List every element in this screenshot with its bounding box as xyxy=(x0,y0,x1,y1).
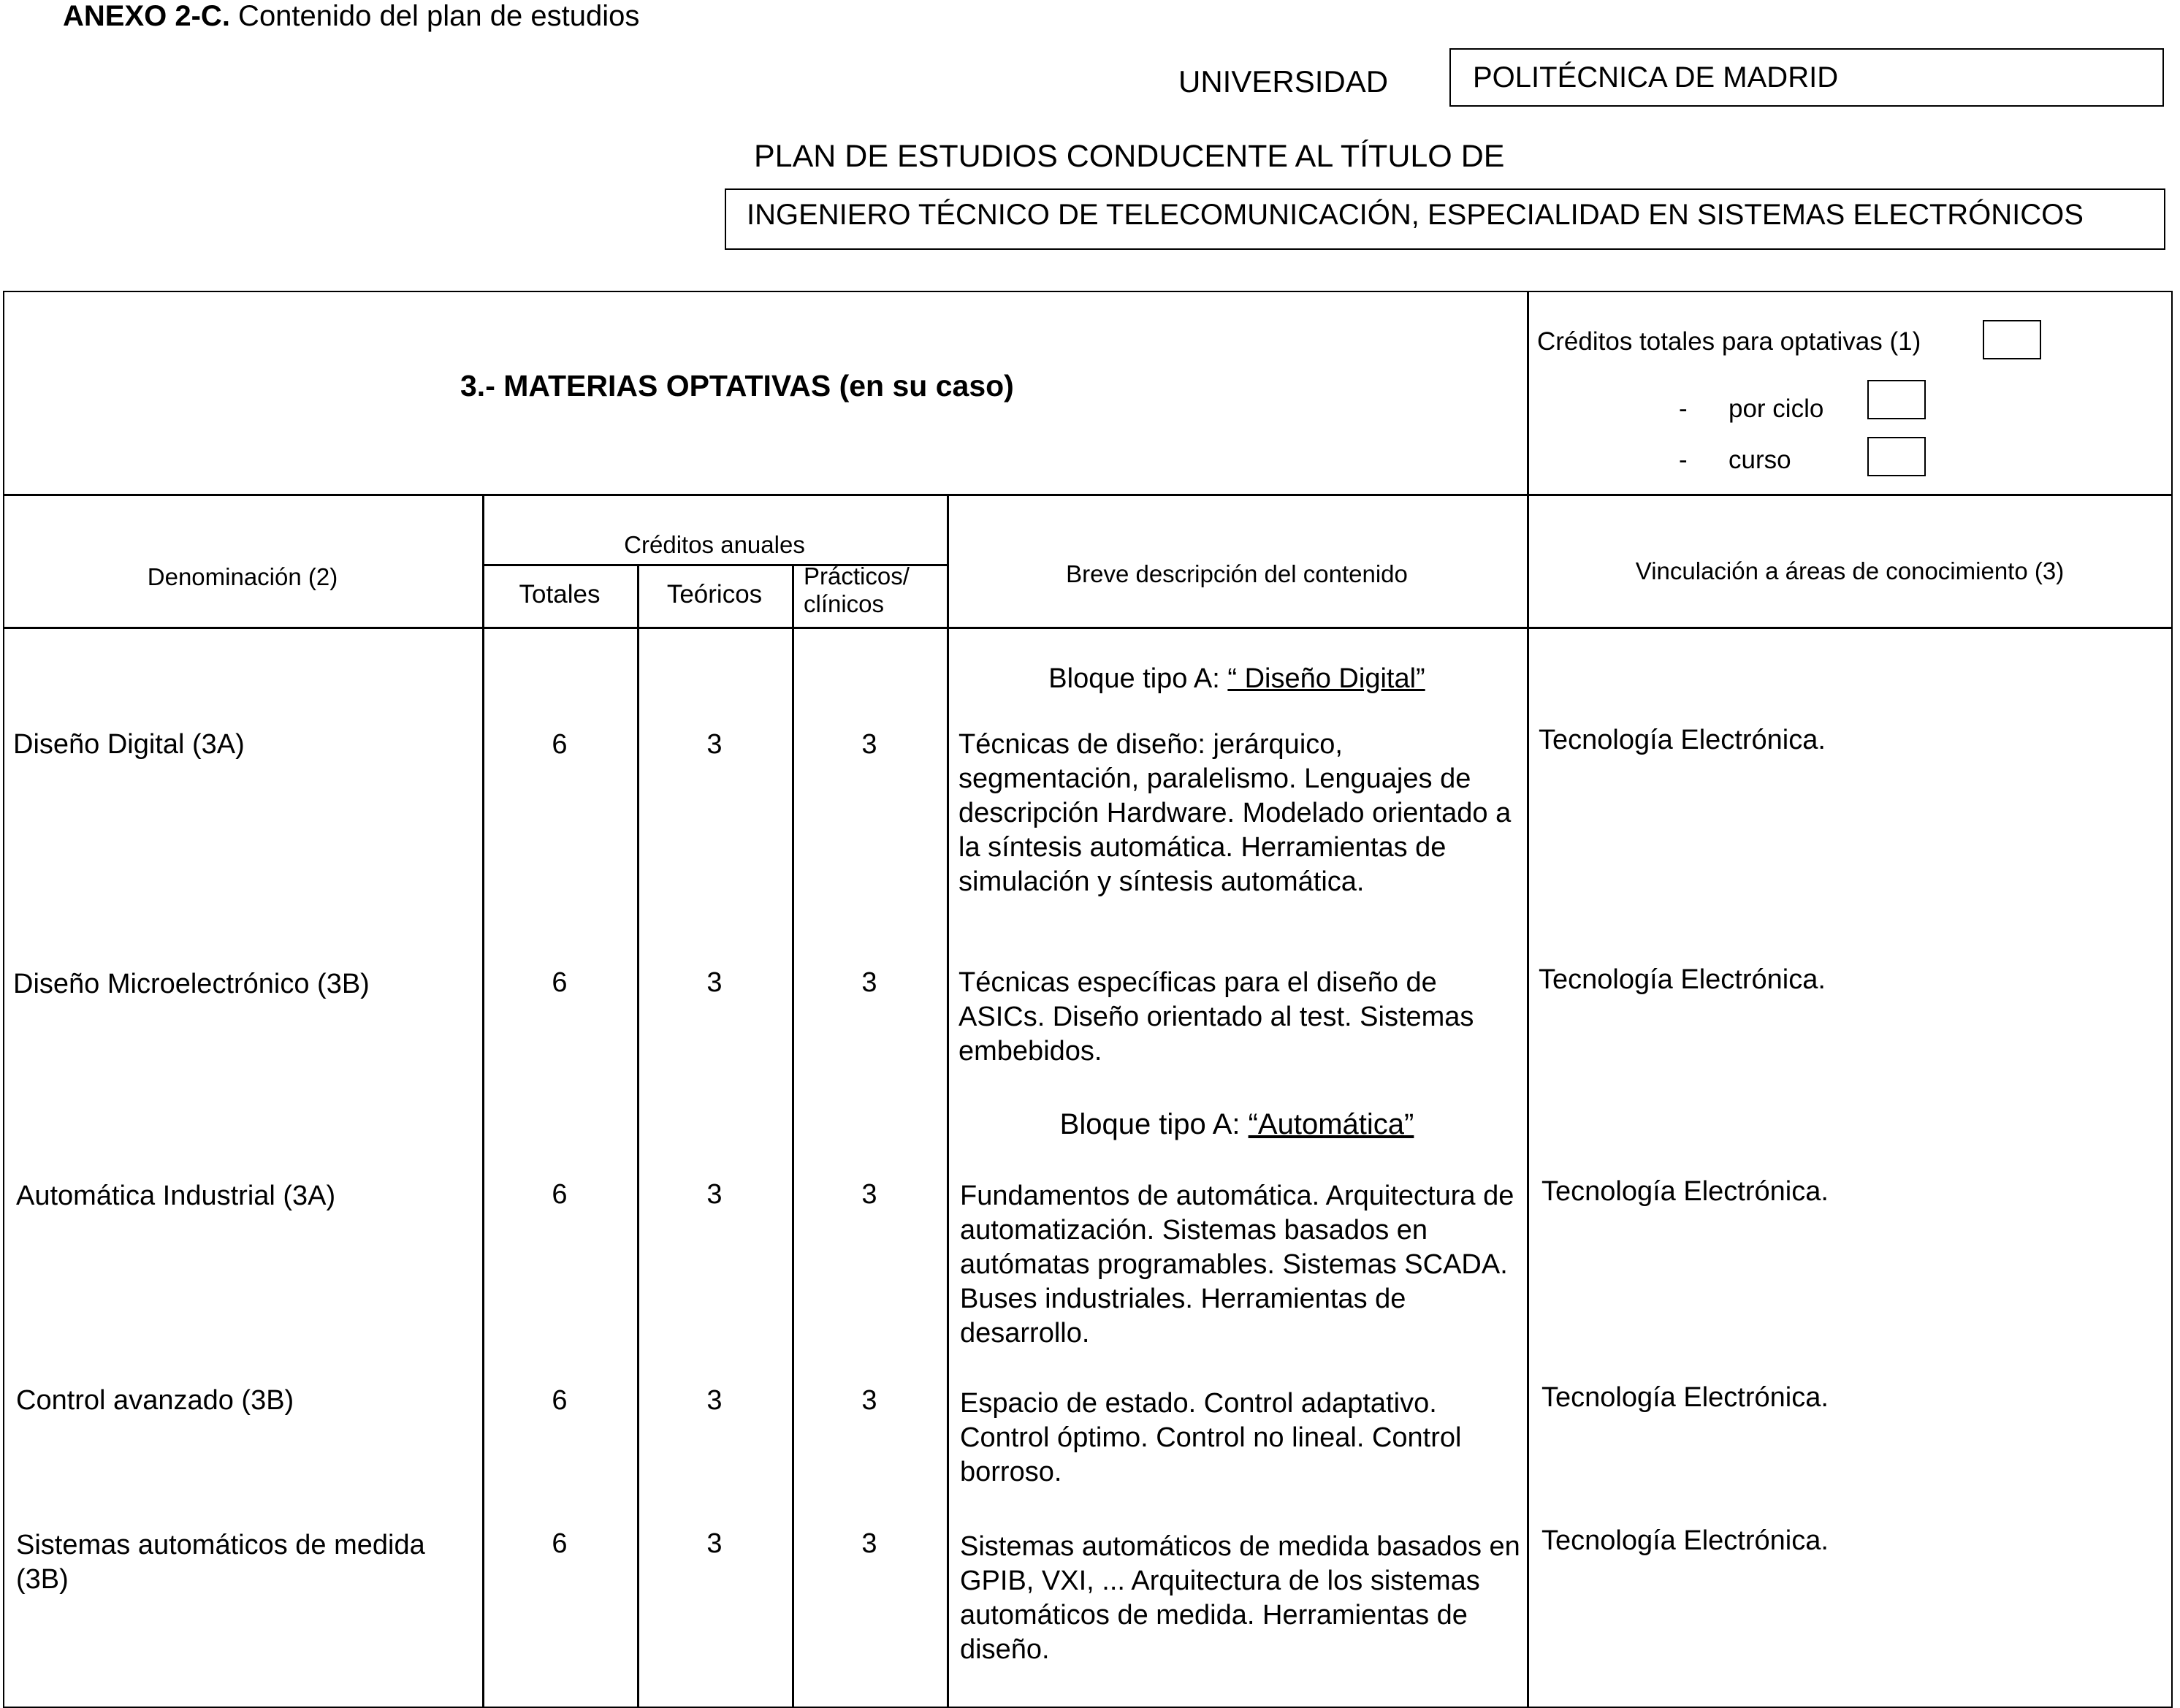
section-title: 3.- MATERIAS OPTATIVAS (en su caso) xyxy=(460,369,1014,403)
credits-totales: 6 xyxy=(552,967,568,998)
block-prefix: Bloque tipo A: xyxy=(1059,1108,1249,1140)
university-label: UNIVERSIDAD xyxy=(1178,64,1389,99)
knowledge-area: Tecnología Electrónica. xyxy=(1541,1525,1829,1556)
annex-label: ANEXO 2-C. xyxy=(63,0,230,32)
credits-total-box xyxy=(1983,320,2041,359)
subject-description: Técnicas de diseño: jerárquico, segmentación, paralelismo. Lenguajes de descripción Hardware. Modelado orientado a la síntesis automática. Herramientas de simulación y síntesis automática. xyxy=(958,729,1512,897)
per-cycle-dash: - xyxy=(1679,394,1688,423)
block-prefix: Bloque tipo A: xyxy=(1048,663,1228,694)
credits-total-label: Créditos totales para optativas (1) xyxy=(1537,327,1921,356)
block-heading xyxy=(947,1107,1527,1142)
knowledge-area: Tecnología Electrónica. xyxy=(1541,1176,1829,1207)
per-cycle-box xyxy=(1867,380,1926,419)
subject-name: Automática Industrial (3A) xyxy=(16,1181,336,1211)
credits-practicos: 3 xyxy=(861,729,877,760)
credits-teoricos: 3 xyxy=(706,1179,723,1210)
col-header-vinculacion: Vinculación a áreas de conocimiento (3) xyxy=(1635,557,2065,584)
block-name: “Automática” xyxy=(1248,1108,1414,1140)
knowledge-area: Tecnología Electrónica. xyxy=(1539,725,1826,755)
credits-practicos: 3 xyxy=(861,1528,877,1559)
credits-totales: 6 xyxy=(552,1179,568,1210)
credits-totales: 6 xyxy=(552,729,568,760)
subject-description: Fundamentos de automática. Arquitectura de automatización. Sistemas basados en autómatas programables. Sistemas SCADA. Buses industriales. Herramientas de desarrollo. xyxy=(960,1181,1514,1349)
subject-name: Sistemas automáticos de medida (3B) xyxy=(16,1530,425,1595)
block-heading xyxy=(947,662,1527,696)
header-divider xyxy=(3,627,2173,629)
knowledge-area: Tecnología Electrónica. xyxy=(1541,1382,1829,1413)
credits-totales: 6 xyxy=(552,1385,568,1416)
university-value: POLITÉCNICA DE MADRID xyxy=(1473,61,1839,94)
credits-practicos: 3 xyxy=(861,967,877,998)
plan-value: INGENIERO TÉCNICO DE TELECOMUNICACIÓN, ESPECIALIDAD EN SISTEMAS ELECTRÓNICOS xyxy=(747,199,2084,231)
block-name: “ Diseño Digital” xyxy=(1227,663,1425,694)
credits-teoricos: 3 xyxy=(706,1528,723,1559)
col-header-practicos: Prácticos/ clínicos xyxy=(804,563,910,617)
course-dash: - xyxy=(1679,446,1688,474)
subject-name: Control avanzado (3B) xyxy=(16,1385,294,1416)
annex-heading xyxy=(63,0,639,32)
subject-description: Sistemas automáticos de medida basados en GPIB, VXI, ... Arquitectura de los sistemas automáticos de medida. Herramientas de diseño. xyxy=(960,1531,1520,1665)
per-cycle-label: por ciclo xyxy=(1729,394,1824,423)
credits-practicos: 3 xyxy=(861,1385,877,1416)
subject-description: Técnicas específicas para el diseño de ASICs. Diseño orientado al test. Sistemas embebidos. xyxy=(958,967,1474,1067)
subject-name: Diseño Digital (3A) xyxy=(13,729,245,760)
credits-totales: 6 xyxy=(552,1528,568,1559)
col-header-creditos-anuales: Créditos anuales xyxy=(624,531,805,558)
annex-title: Contenido del plan de estudios xyxy=(229,0,640,32)
course-label: curso xyxy=(1729,446,1791,474)
col-header-totales: Totales xyxy=(519,580,601,609)
credits-teoricos: 3 xyxy=(706,1385,723,1416)
subject-name: Diseño Microelectrónico (3B) xyxy=(13,969,370,999)
subject-description: Espacio de estado. Control adaptativo. Control óptimo. Control no lineal. Control borroso. xyxy=(960,1388,1462,1487)
plan-label: PLAN DE ESTUDIOS CONDUCENTE AL TÍTULO DE xyxy=(754,139,1505,174)
col-divider-name xyxy=(482,494,484,1708)
credits-teoricos: 3 xyxy=(706,967,723,998)
col-header-teoricos: Teóricos xyxy=(666,580,763,609)
course-box xyxy=(1867,437,1926,476)
credits-practicos: 3 xyxy=(861,1179,877,1210)
col-divider-area xyxy=(1527,291,1529,1708)
credits-teoricos: 3 xyxy=(706,729,723,760)
section-divider xyxy=(3,494,2173,496)
col-header-descripcion: Breve descripción del contenido xyxy=(1066,560,1408,587)
knowledge-area: Tecnología Electrónica. xyxy=(1539,964,1826,995)
col-header-denominacion: Denominación (2) xyxy=(147,563,338,590)
